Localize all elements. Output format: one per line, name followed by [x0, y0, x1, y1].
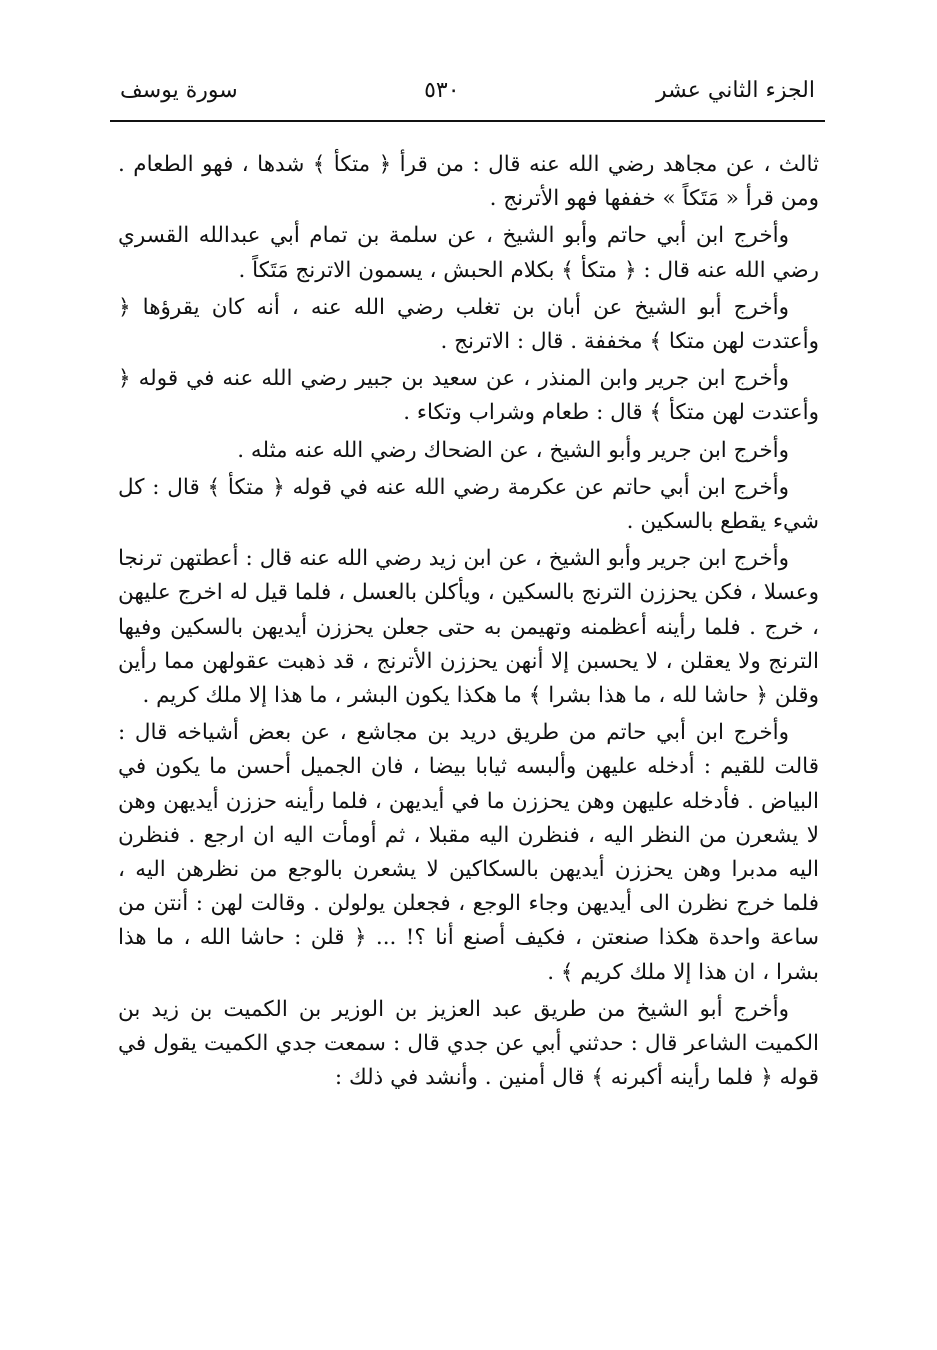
page-header	[120, 70, 815, 110]
body-text	[118, 148, 819, 1098]
surah-name: سورة يوسف	[120, 77, 238, 103]
paragraph: ثالث ، عن مجاهد رضي الله عنه قال : من قرأ ﴿ متكأ ﴾ شدها ، فهو الطعام . ومن قرأ « مَتَكاً » خففها فهو الأترنج .	[118, 152, 819, 212]
paragraph: وأخرج أبو الشيخ عن أبان بن تغلب رضي الله عنه ، أنه كان يقرؤها ﴿ وأعتدت لهن متكا ﴾ مخففة . قال : الاترنج .	[118, 294, 819, 355]
paragraph: وأخرج ابن جرير وأبو الشيخ ، عن ابن زيد رضي الله عنه قال : أعطتهن ترنجا وعسلا ، فكن يحززن الترنج بالسكين ، ويأكلن بالعسل ، فلما قيل له اخرج عليهن ، خرج . فلما رأينه أعظمنه وتهيمن به حتى جعلن يحززن أيديهن بالسكين وفيها الترنج ولا يعقلن ، لا يحسبن إلا أنهن يحززن الأترنج ، قد ذهبت عقولهن مما رأين وقلن ﴿ حاشا لله ، ما هذا بشرا ﴾ ما هكذا يكون البشر ، ما هذا إلا ملك كريم .	[118, 546, 819, 709]
header-divider	[110, 120, 825, 122]
page-number: ٥٣٠	[424, 77, 460, 103]
paragraph: وأخرج ابن جرير وابن المنذر ، عن سعيد بن جبير رضي الله عنه في قوله ﴿ وأعتدت لهن متكأ ﴾ قال : طعام وشراب وتكاء .	[118, 366, 819, 426]
paragraph: وأخرج ابن أبي حاتم من طريق دريد بن مجاشع ، عن بعض أشياخه قال : قالت للقيم : أدخله عليهن وألبسه ثيابا بيضا ، فان الجميل أحسن ما يكون في البياض . فأدخله عليهن وهن يحززن ما في أيديهن ، فلما رأينه حززن أيديهن وهن لا يشعرن من النظر اليه ، فنظرن اليه مقبلا ، ثم أومأت اليه ان ارجع . فنظرن اليه مدبرا وهن يحززن أيديهن بالسكاكين لا يشعرن بالوجع من نظرهن اليه ، فلما خرج نظرن الى أيديهن وجاء الوجع ، فجعلن يولولن . وقالت لهن : أنتن من ساعة واحدة هكذا صنعتن ، فكيف أصنع أنا ؟! ... ﴿ قلن : حاشا الله ، ما هذا بشرا ، ان هذا إلا ملك كريم ﴾ .	[118, 720, 819, 985]
paragraph: وأخرج أبو الشيخ من طريق عبد العزيز بن الوزير بن الكميت بن زيد بن الكميت الشاعر قال : حدثني أبي عن جدي قال : سمعت جدي الكميت يقول في قوله ﴿ فلما رأينه أكبرنه ﴾ قال أمنين . وأنشد في ذلك :	[118, 996, 819, 1091]
paragraph: وأخرج ابن أبي حاتم عن عكرمة رضي الله عنه في قوله ﴿ متكأ ﴾ قال : كل شيء يقطع بالسكين .	[118, 474, 819, 535]
paragraph: وأخرج ابن جرير وأبو الشيخ ، عن الضحاك رضي الله عنه مثله .	[237, 437, 789, 463]
book-part-label: الجزء الثاني عشر	[656, 77, 815, 103]
paragraph: وأخرج ابن أبي حاتم وأبو الشيخ ، عن سلمة بن تمام أبي عبدالله القسري رضي الله عنه قال : ﴿ متكأ ﴾ بكلام الحبش ، يسمون الاترنج مَتَكاً .	[118, 223, 819, 283]
